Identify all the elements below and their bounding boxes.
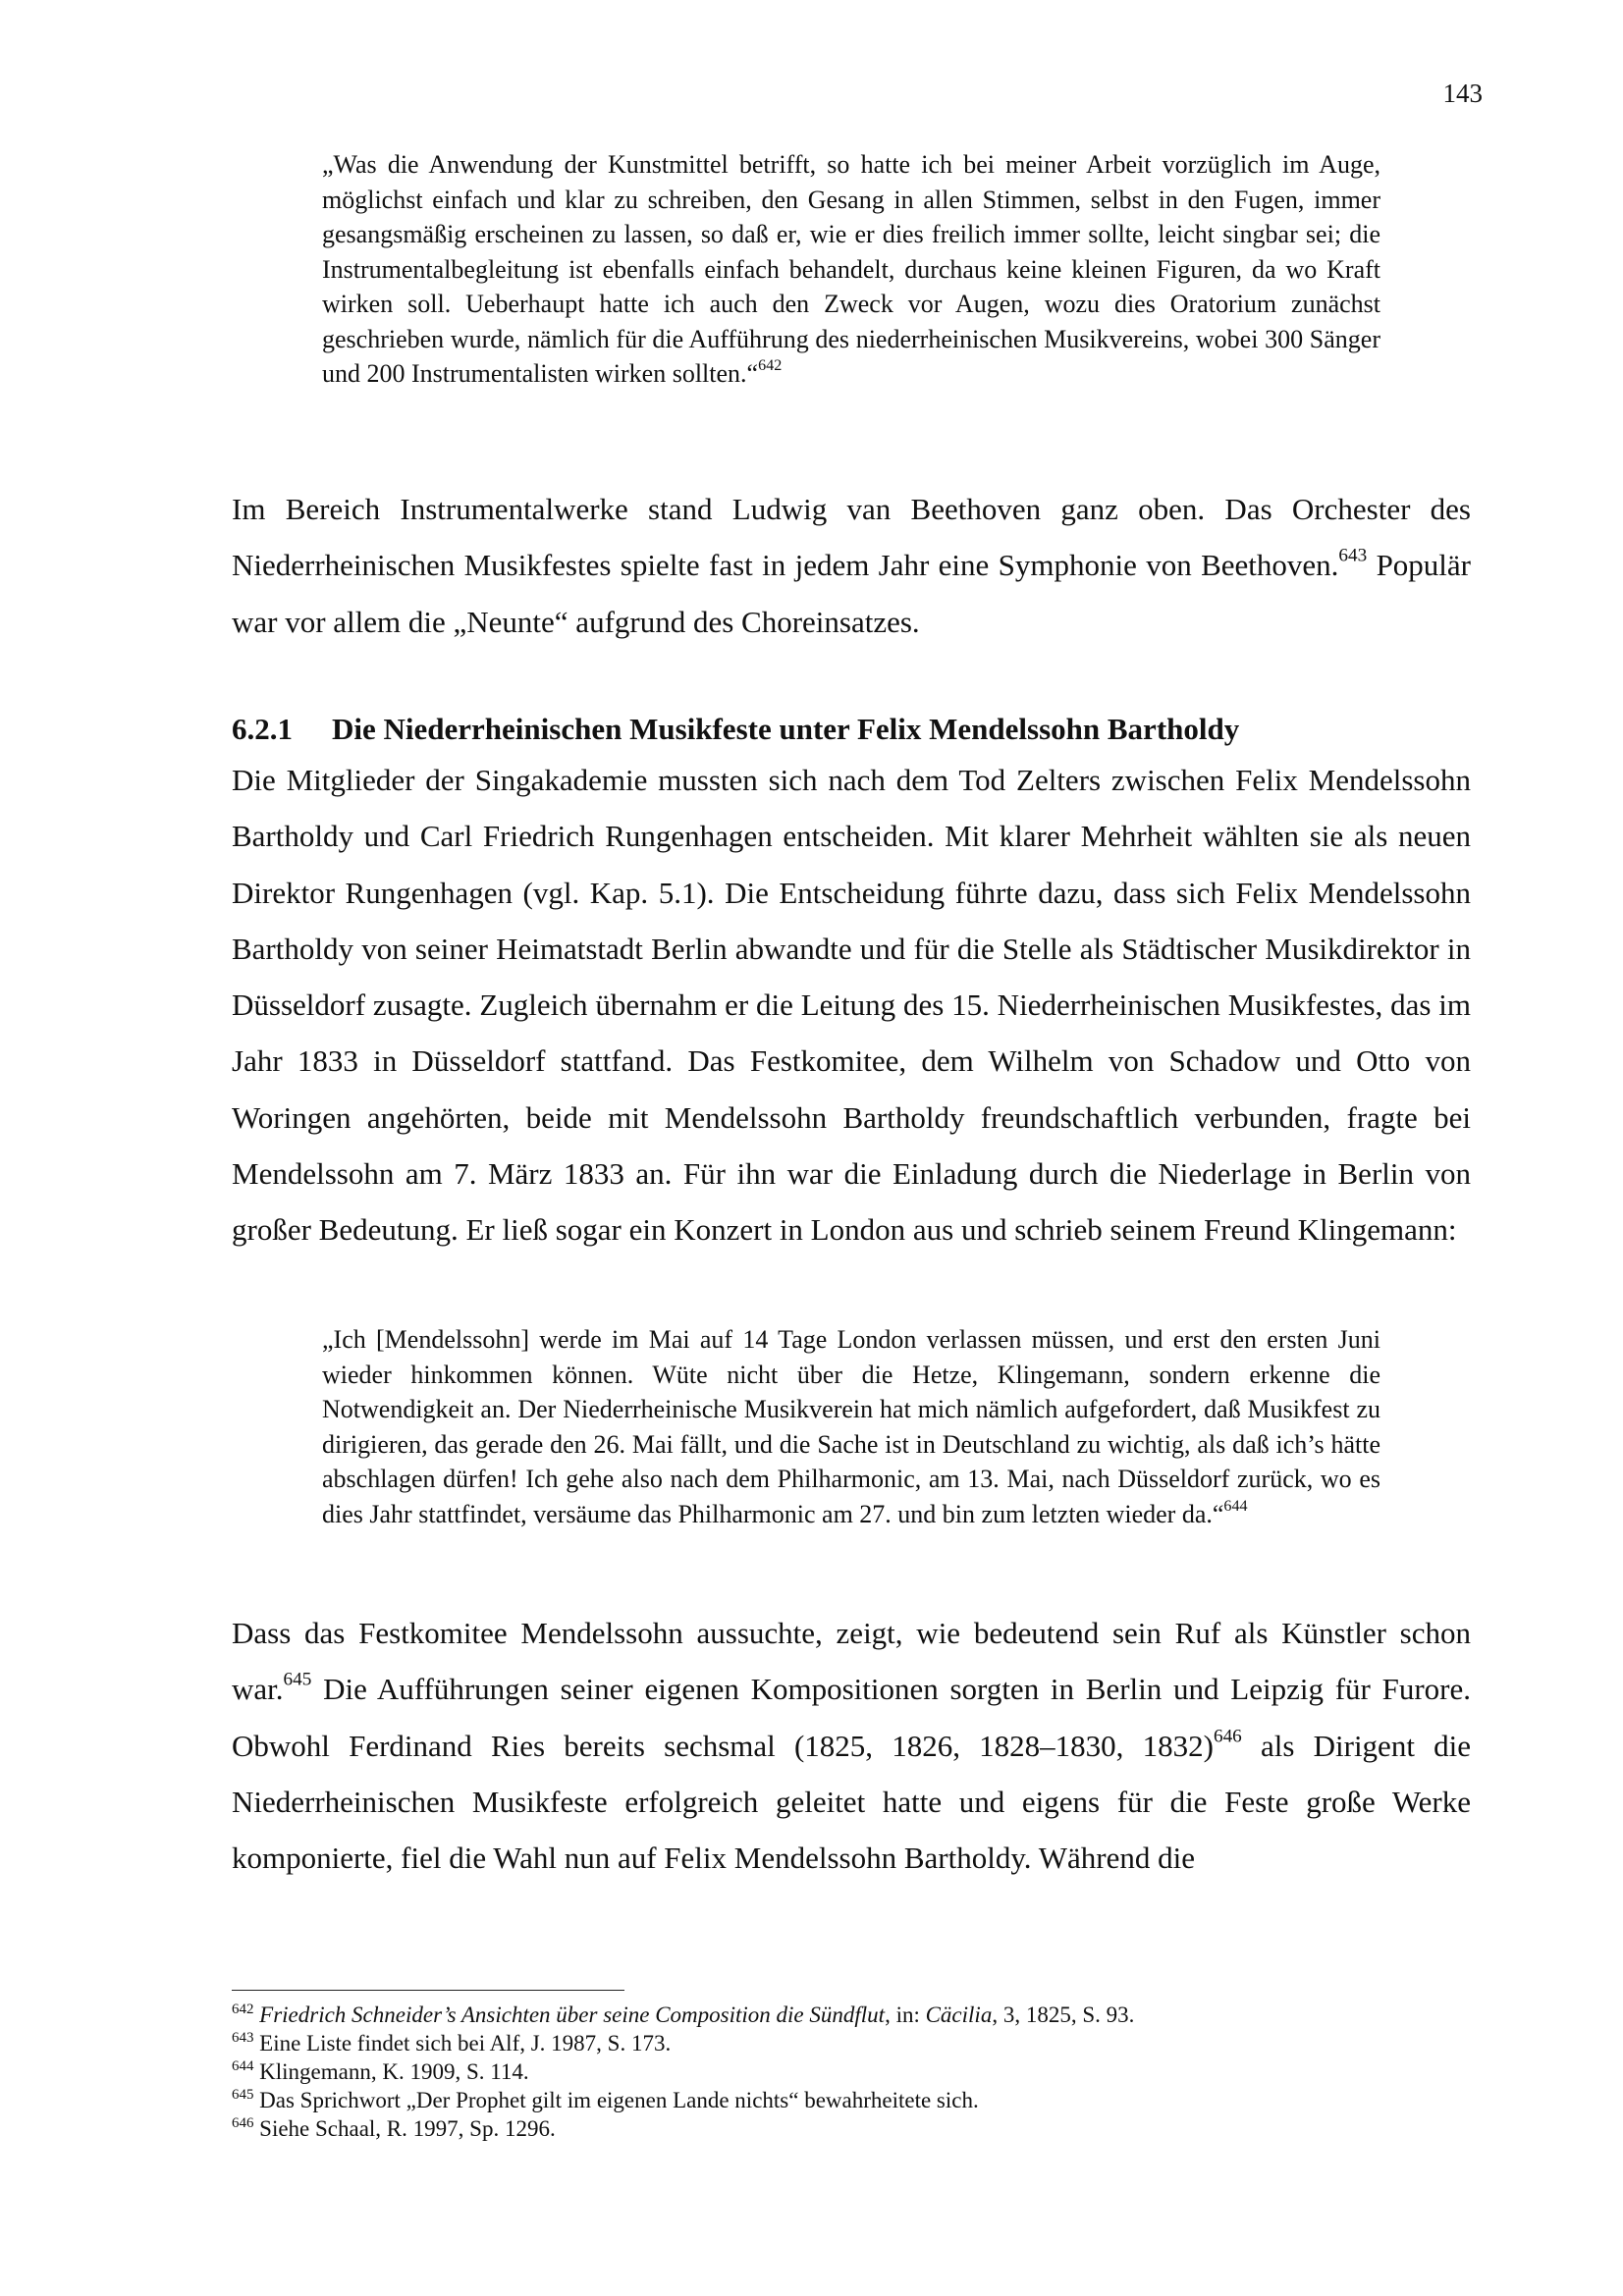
footnote-642 <box>232 2001 1471 2029</box>
footnote-title: Friedrich Schneider’s Ansichten über seine Composition die Sündflut <box>259 2002 886 2027</box>
footnote-text: Klingemann, K. 1909, S. 114. <box>253 2059 529 2084</box>
paragraph-text <box>232 481 1471 650</box>
footnote-ref-646[interactable]: 646 <box>1213 1726 1242 1747</box>
footnotes <box>232 2001 1471 2143</box>
footnote-number: 646 <box>232 2115 254 2132</box>
footnote-number: 643 <box>232 2030 254 2047</box>
paragraph-beethoven <box>232 481 1471 650</box>
footnote-text: , 3, 1825, S. 93. <box>992 2002 1135 2027</box>
quote-text <box>322 1322 1380 1531</box>
block-quote-schneider <box>322 147 1380 392</box>
section-body-text: Die Mitglieder der Singakademie mussten sich nach dem Tod Zelters zwischen Felix Mendelssohn Bartholdy und Carl Friedrich Rungenhagen entscheiden. Mit klarer Mehrheit wählten sie als neuen Direktor Rungenhagen (vgl. Kap. 5.1). Die Entscheidung führte dazu, dass sich Felix Mendelssohn Bartholdy von seiner Heimatstadt Berlin abwandte und für die Stelle als Städtischer Musikdirektor in Düsseldorf zusagte. Zugleich übernahm er die Leitung des 15. Niederrheinischen Musikfestes, das im Jahr 1833 in Düsseldorf stattfand. Das Festkomitee, dem Wilhelm von Schadow und Otto von Woringen angehörten, beide mit Mendelssohn Bartholdy freundschaftlich verbunden, fragte bei Mendelssohn am 7. März 1833 an. Für ihn war die Einladung durch die Niederlage in Berlin von großer Bedeutung. Er ließ sogar ein Konzert in London aus und schrieb seinem Freund Klingemann: <box>232 763 1471 1248</box>
quote-body: „Was die Anwendung der Kunstmittel betrifft, so hatte ich bei meiner Arbeit vorzüglich im Auge, möglichst einfach und klar zu schreiben, den Gesang in allen Stimmen, selbst in den Fugen, immer gesangsmäßig erscheinen zu lassen, so daß er, wie er dies freilich immer sollte, leicht singbar sei; die Instrumentalbegleitung ist ebenfalls einfach behandelt, durchaus keine kleinen Figuren, da wo Kraft wirken soll. Ueberhaupt hatte ich auch den Zweck vor Augen, wozu dies Oratorium zunächst geschrieben wurde, nämlich für die Aufführung des niederrheinischen Musikvereins, wobei 300 Sänger und 200 Instrumentalisten wirken sollten.“ <box>322 150 1380 388</box>
footnote-journal: Cäcilia <box>925 2002 993 2027</box>
footnote-645 <box>232 2086 1471 2114</box>
footnote-number: 644 <box>232 2058 254 2075</box>
footnote-number: 645 <box>232 2087 254 2104</box>
footnote-ref-645[interactable]: 645 <box>283 1669 312 1690</box>
footnote-text: Eine Liste findet sich bei Alf, J. 1987, S. 173. <box>253 2031 672 2056</box>
paragraph-part: Die Aufführungen seiner eigenen Kompositionen sorgten in Berlin und Leipzig für Furore. Obwohl Ferdinand Ries bereits sechsmal (1825, 1826, 1828–1830, 1832) <box>232 1672 1471 1763</box>
section-title: Die Niederrheinischen Musikfeste unter Felix Mendelssohn Bartholdy <box>332 712 1240 746</box>
footnote-ref-642[interactable]: 642 <box>758 356 783 374</box>
footnote-divider <box>232 1990 624 1991</box>
paragraph-festkomitee <box>232 1605 1471 1886</box>
paragraph-part: Dass das Festkomitee Mendelssohn aussuchte, zeigt, wie bedeutend sein Ruf als Künstler schon war. <box>232 1616 1471 1707</box>
section-6-2-1 <box>232 707 1471 1258</box>
paragraph-part: Im Bereich Instrumentalwerke stand Ludwig van Beethoven ganz oben. Das Orchester des Niederrheinischen Musikfestes spielte fast in jedem Jahr eine Symphonie von Beethoven. <box>232 492 1471 583</box>
section-number: 6.2.1 <box>232 712 293 746</box>
paragraph-text <box>232 1605 1471 1886</box>
quote-body: „Ich [Mendelssohn] werde im Mai auf 14 Tage London verlassen müssen, und erst den ersten Juni wieder hinkommen können. Wüte nicht über die Hetze, Klingemann, sondern erkenne die Notwendigkeit an. Der Niederrheinische Musikverein hat mich nämlich aufgefordert, daß Musikfest zu dirigieren, das gerade den 26. Mai fällt, und die Sache ist in Deutschland zu wichtig, als daß ich’s hätte abschlagen dürfen! Ich gehe also nach dem Philharmonic, am 13. Mai, nach Düsseldorf zurück, wo es dies Jahr stattfindet, versäume das Philharmonic am 27. und bin zum letzten wieder da.“ <box>322 1325 1380 1528</box>
footnote-644 <box>232 2057 1471 2086</box>
footnote-text: Das Sprichwort „Der Prophet gilt im eigenen Lande nichts“ bewahrheitete sich. <box>253 2088 979 2112</box>
page-number: 143 <box>1442 79 1483 108</box>
paragraph-part: als Dirigent die Niederrheinischen Musikfeste erfolgreich geleitet hatte und eigens für die Feste große Werke komponierte, fiel die Wahl nun auf Felix Mendelssohn Bartholdy. Während die <box>232 1728 1471 1876</box>
footnote-number: 642 <box>232 2002 254 2018</box>
block-quote-mendelssohn-letter <box>322 1322 1380 1531</box>
footnote-ref-643[interactable]: 643 <box>1338 545 1368 566</box>
paragraph-part: Populär war vor allem die „Neunte“ aufgrund des Choreinsatzes. <box>232 548 1472 639</box>
footnote-text: Siehe Schaal, R. 1997, Sp. 1296. <box>253 2116 556 2141</box>
footnote-ref-644[interactable]: 644 <box>1223 1497 1248 1515</box>
footnote-646 <box>232 2114 1471 2143</box>
section-heading <box>232 707 1471 752</box>
quote-text <box>322 147 1380 392</box>
footnote-643 <box>232 2029 1471 2057</box>
footnote-text: , in: <box>885 2002 926 2027</box>
